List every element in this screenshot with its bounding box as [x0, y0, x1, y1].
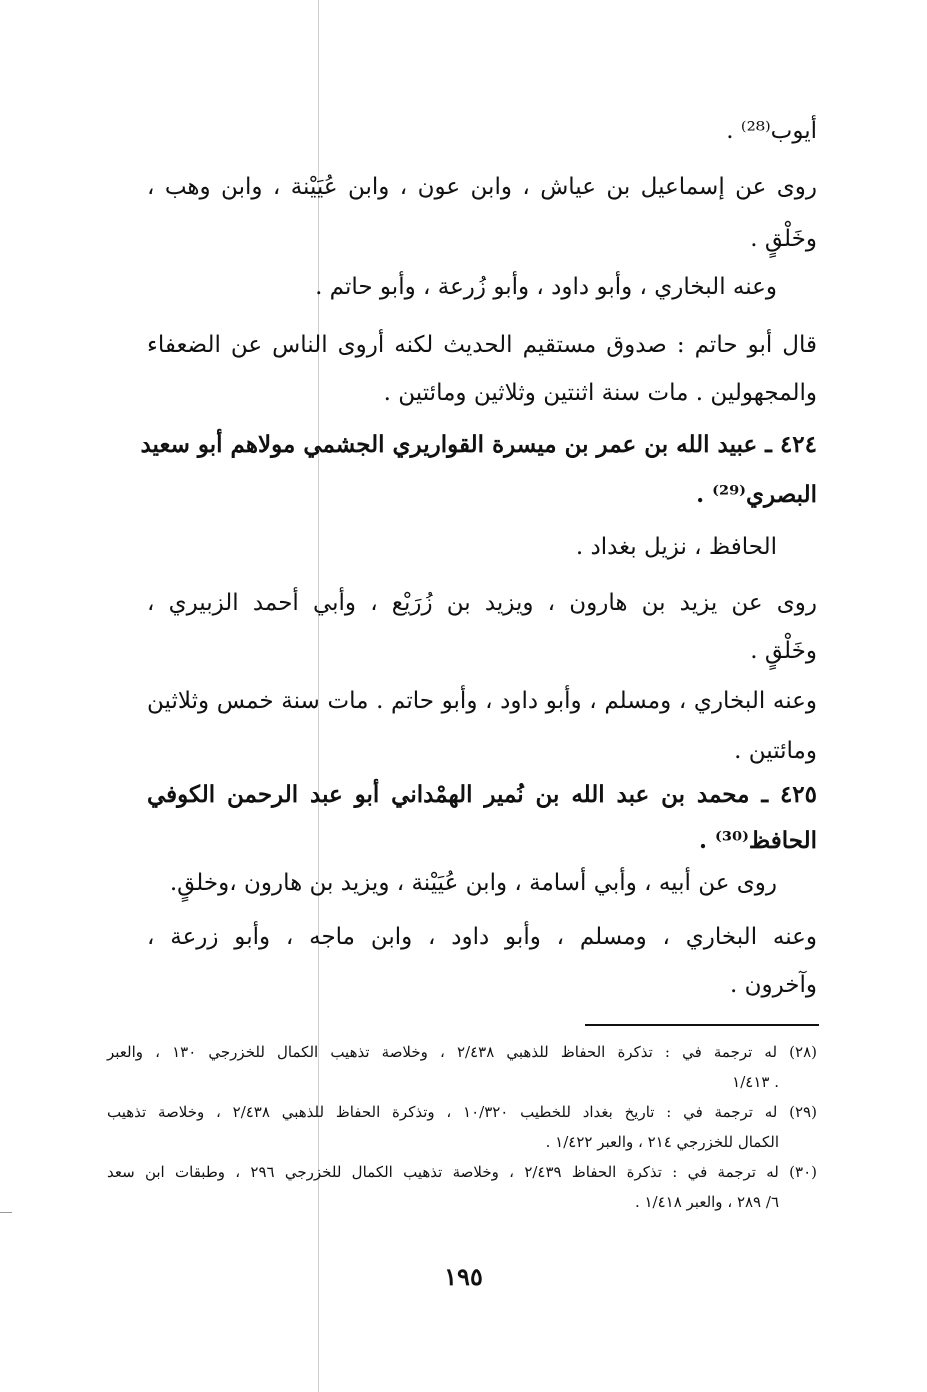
text-line-ayyub: أيوب⁽²⁸⁾ . — [726, 118, 817, 144]
text-line-death-year-2: ومائتين . — [734, 738, 817, 764]
entry-424-heading: ٤٢٤ ـ عبيد الله بن عمر بن ميسرة القواريري الجشمي مولاهم أبو سعيد — [140, 431, 817, 458]
text-line-hafiz-baghdad: الحافظ ، نزيل بغداد . — [575, 534, 777, 560]
text-line-and-others-2: وخَلْقٍ . — [750, 638, 817, 664]
text-line-death-year-1: والمجهولين . مات سنة اثنتين وثلاثين ومائتين . — [383, 380, 817, 406]
footnote-28-cont: ١/٤١٣ . — [732, 1073, 779, 1091]
text-line-from-him-2: وعنه البخاري ، ومسلم ، وأبو داود ، وأبو حاتم . مات سنة خمس وثلاثين — [147, 688, 817, 714]
page-number: ١٩٥ — [444, 1262, 483, 1291]
text-line-narrated-from-3: روى عن أبيه ، وأبي أسامة ، وابن عُيَيْنة ، ويزيد بن هارون ،وخلقٍ. — [169, 870, 777, 896]
text-line-others-3: وآخرون . — [729, 972, 817, 998]
text-line-and-others-1: وخَلْقٍ . — [750, 226, 817, 252]
footnote-30-cont: ٦/ ٢٨٩ ، والعبر ١/٤١٨ . — [634, 1193, 779, 1211]
text-line-narrated-from-2: روى عن يزيد بن هارون ، ويزيد بن زُرَيْع ، وأبي أحمد الزبيري ، — [147, 590, 817, 616]
footnote-separator — [585, 1024, 819, 1026]
text-line-abu-hatim-said: قال أبو حاتم : صدوق مستقيم الحديث لكنه أروى الناس عن الضعفاء — [147, 332, 817, 358]
footnote-29-cont: الكمال للخزرجي ٢١٤ ، والعبر ١/٤٢٢ . — [545, 1133, 779, 1151]
footnote-29: (٢٩) له ترجمة في : تاريخ بغداد للخطيب ١٠/٣٢٠ ، وتذكرة الحفاظ للذهبي ٢/٤٣٨ ، وخلاصة تذهيب — [107, 1103, 817, 1121]
footnote-28: (٢٨) له ترجمة في : تذكرة الحفاظ للذهبي ٢/٤٣٨ ، وخلاصة تذهيب الكمال للخزرجي ١٣٠ ، والعبر — [107, 1043, 817, 1061]
footnote-30: (٣٠) له ترجمة في : تذكرة الحفاظ ٢/٤٣٩ ، وخلاصة تذهيب الكمال للخزرجي ٢٩٦ ، وطبقات ابن سعد — [107, 1163, 817, 1181]
text-line-from-him-3: وعنه البخاري ، ومسلم ، وأبو داود ، وابن ماجه ، وأبو زرعة ، — [147, 924, 817, 950]
text-line-narrated-from-1: روى عن إسماعيل بن عياش ، وابن عون ، وابن عُيَيْنة ، وابن وهب ، — [147, 174, 817, 200]
scan-edge-mark — [0, 1212, 12, 1213]
entry-425-heading-cont: الحافظ⁽³⁰⁾ . — [699, 827, 817, 854]
text-line-from-him-1: وعنه البخاري ، وأبو داود ، وأبو زُرعة ، وأبو حاتم . — [315, 274, 777, 300]
entry-425-heading: ٤٢٥ ـ محمد بن عبد الله بن نُمير الهمْداني أبو عبد الرحمن الكوفي — [147, 781, 817, 808]
entry-424-heading-cont: البصري⁽²⁹⁾ . — [696, 481, 817, 508]
